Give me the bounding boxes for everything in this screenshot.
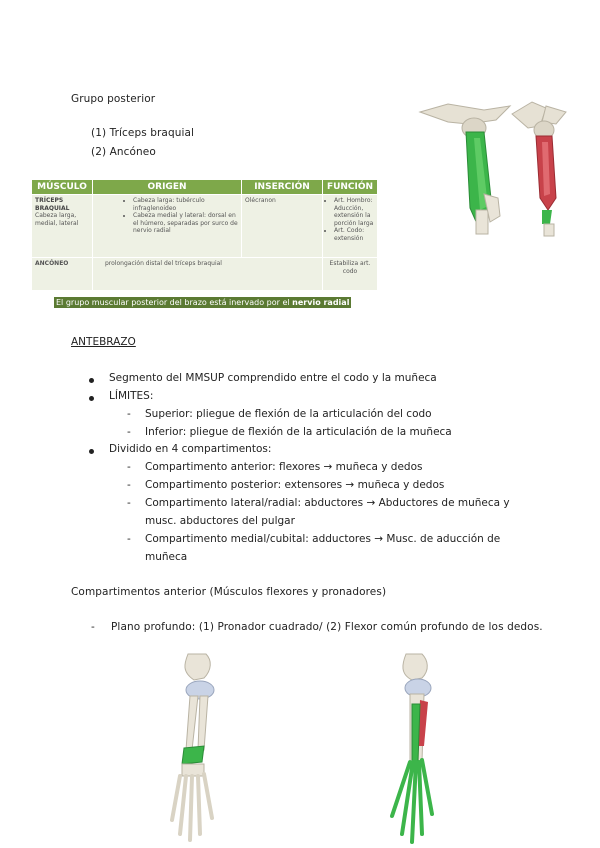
cell-function-list <box>326 197 374 242</box>
dash-icon: - <box>127 408 131 420</box>
forearm-illustration-pronator <box>160 650 240 846</box>
list-item: • Art. Codo: extensión <box>334 227 374 242</box>
bullet-icon <box>89 378 94 383</box>
bullet-icon <box>89 449 94 454</box>
dash-icon: - <box>127 479 131 491</box>
section-title-compartimentos: Compartimentos anterior (Músculos flexores y pronadores) <box>71 586 387 598</box>
dash-icon: - <box>127 461 131 473</box>
list-item: musc. abductores del pulgar <box>145 515 295 527</box>
header-funcion: FUNCIÓN <box>323 180 378 195</box>
section-title-antebrazo: ANTEBRAZO <box>71 336 136 348</box>
dash-icon: - <box>127 497 131 509</box>
list-item: Dividido en 4 compartimentos: <box>109 443 272 455</box>
header-musculo: MÚSCULO <box>32 180 93 195</box>
list-item: • Cabeza larga: tubérculo infraglenoideo <box>133 197 238 212</box>
cell-muscle-sub: Cabeza larga, medial, lateral <box>35 212 79 227</box>
cell-insertion: Olécranon <box>242 195 323 258</box>
forearm-illustration-flexor <box>376 650 456 846</box>
dash-icon: - <box>127 426 131 438</box>
list-item: Compartimento anterior: flexores → muñeca y dedos <box>145 461 423 473</box>
list-item: Compartimento medial/cubital: adductores → Musc. de aducción de <box>145 533 501 545</box>
cell-muscle-name: ANCÓNEO <box>32 258 93 291</box>
list-item: Compartimento lateral/radial: abductores → Abductores de muñeca y <box>145 497 510 509</box>
bullet-icon <box>89 396 94 401</box>
list-item: • Cabeza medial y lateral: dorsal en el húmero, separadas por surco de nervio radial <box>133 212 238 235</box>
list-item-triceps: (1) Tríceps braquial <box>91 127 195 139</box>
header-insercion: INSERCIÓN <box>242 180 323 195</box>
table-row <box>32 195 378 258</box>
list-item: Compartimento posterior: extensores → muñeca y dedos <box>145 479 445 491</box>
innervation-banner <box>54 297 351 308</box>
list-item: Segmento del MMSUP comprendido entre el codo y la muñeca <box>109 372 437 384</box>
banner-text: El grupo muscular posterior del brazo está inervado por el <box>56 298 290 307</box>
list-item-plano-profundo: Plano profundo: (1) Pronador cuadrado/ (2) Flexor común profundo de los dedos. <box>111 621 543 633</box>
banner-bold: nervio radial <box>292 298 350 307</box>
cell-origin-list <box>125 197 238 235</box>
cell-origin: prolongación distal del tríceps braquial <box>93 258 323 291</box>
list-item: muñeca <box>145 551 188 563</box>
list-item: LÍMITES: <box>109 390 154 402</box>
header-origen: ORIGEN <box>93 180 242 195</box>
table-header-row <box>32 180 378 195</box>
arm-illustration-triceps <box>418 98 512 238</box>
list-item-ancóneo: (2) Ancóneo <box>91 146 156 158</box>
list-item: Superior: pliegue de flexión de la articulación del codo <box>145 408 432 420</box>
cell-muscle-name: TRÍCEPS BRAQUIAL <box>35 197 70 212</box>
table-row <box>32 258 378 291</box>
list-item: Inferior: pliegue de flexión de la articulación de la muñeca <box>145 426 452 438</box>
muscle-table <box>31 179 377 294</box>
section-title-grupo-posterior: Grupo posterior <box>71 93 156 105</box>
dash-icon: - <box>127 533 131 545</box>
cell-function: Estabiliza art. codo <box>323 258 378 291</box>
arm-illustration-anconeus <box>506 98 578 238</box>
list-item: • Art. Hombro: Aducción, extensión la porción larga <box>334 197 374 227</box>
dash-icon: - <box>91 621 95 633</box>
